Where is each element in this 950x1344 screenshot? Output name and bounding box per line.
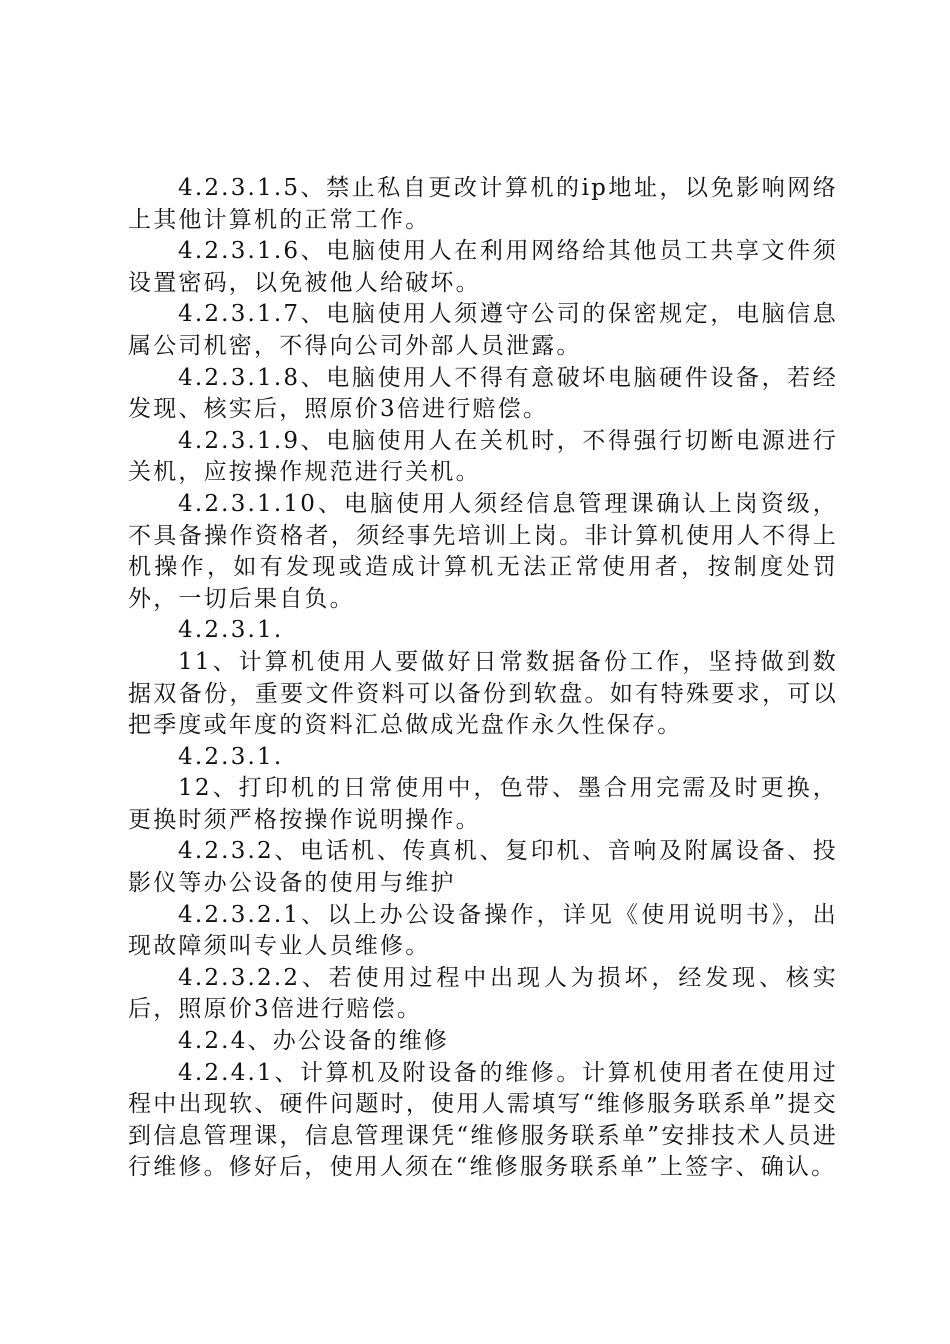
paragraph-4-2-3-1-10: 4.2.3.1.10、电脑使用人须经信息管理课确认上岗资级，不具备操作资格者，须经事先培训上岗。非计算机使用人不得上机操作，如有发现或造成计算机无法正常使用者，按制度处罚外，一切后果自负。: [128, 490, 838, 612]
paragraph-4-2-3-2-1: 4.2.3.2.1、以上办公设备操作，详见《使用说明书》，出现故障须叫专业人员维修。: [128, 901, 838, 960]
paragraph-4-2-3-2: 4.2.3.2、电话机、传真机、复印机、音响及附属设备、投影仪等办公设备的使用与维护: [128, 838, 838, 897]
paragraph-4-2-3-2-2: 4.2.3.2.2、若使用过程中出现人为损坏，经发现、核实后，照原价3倍进行赔偿。: [128, 964, 838, 1023]
paragraph-number-4-2-3-1-a: 4.2.3.1.: [178, 617, 284, 644]
document-body: [128, 173, 838, 1184]
paragraph-4-2-3-1-9: 4.2.3.1.9、电脑使用人在关机时，不得强行切断电源进行关机，应按操作规范进行关机。: [128, 427, 838, 486]
paragraph-item-11: 11、计算机使用人要做好日常数据备份工作，坚持做到数据双备份，重要文件资料可以备份到软盘。如有特殊要求，可以把季度或年度的资料汇总做成光盘作永久性保存。: [128, 648, 838, 739]
paragraph-4-2-3-1-5: 4.2.3.1.5、禁止私自更改计算机的ip地址，以免影响网络上其他计算机的正常工作。: [128, 175, 838, 233]
paragraph-item-12: 12、打印机的日常使用中，色带、墨合用完需及时更换，更换时须严格按操作说明操作。: [128, 775, 838, 833]
paragraph-4-2-3-1-7: 4.2.3.1.7、电脑使用人须遵守公司的保密规定，电脑信息属公司机密，不得向公司外部人员泄露。: [128, 301, 838, 359]
paragraph-number-4-2-3-1-b: 4.2.3.1.: [178, 743, 284, 770]
section-heading-4-2-4: 4.2.4、办公设备的维修: [178, 1028, 450, 1055]
paragraph-4-2-3-1-6: 4.2.3.1.6、电脑使用人在利用网络给其他员工共享文件须设置密码，以免被他人给破坏。: [128, 238, 838, 296]
paragraph-4-2-4-1: 4.2.4.1、计算机及附设备的维修。计算机使用者在使用过程中出现软、硬件问题时，使用人需填写“维修服务联系单”提交到信息管理课，信息管理课凭“维修服务联系单”安排技术人员进行维修。修好后，使用人须在“维修服务联系单”上签字、确认。: [128, 1059, 838, 1181]
paragraph-4-2-3-1-8: 4.2.3.1.8、电脑使用人不得有意破坏电脑硬件设备，若经发现、核实后，照原价3倍进行赔偿。: [128, 364, 838, 423]
